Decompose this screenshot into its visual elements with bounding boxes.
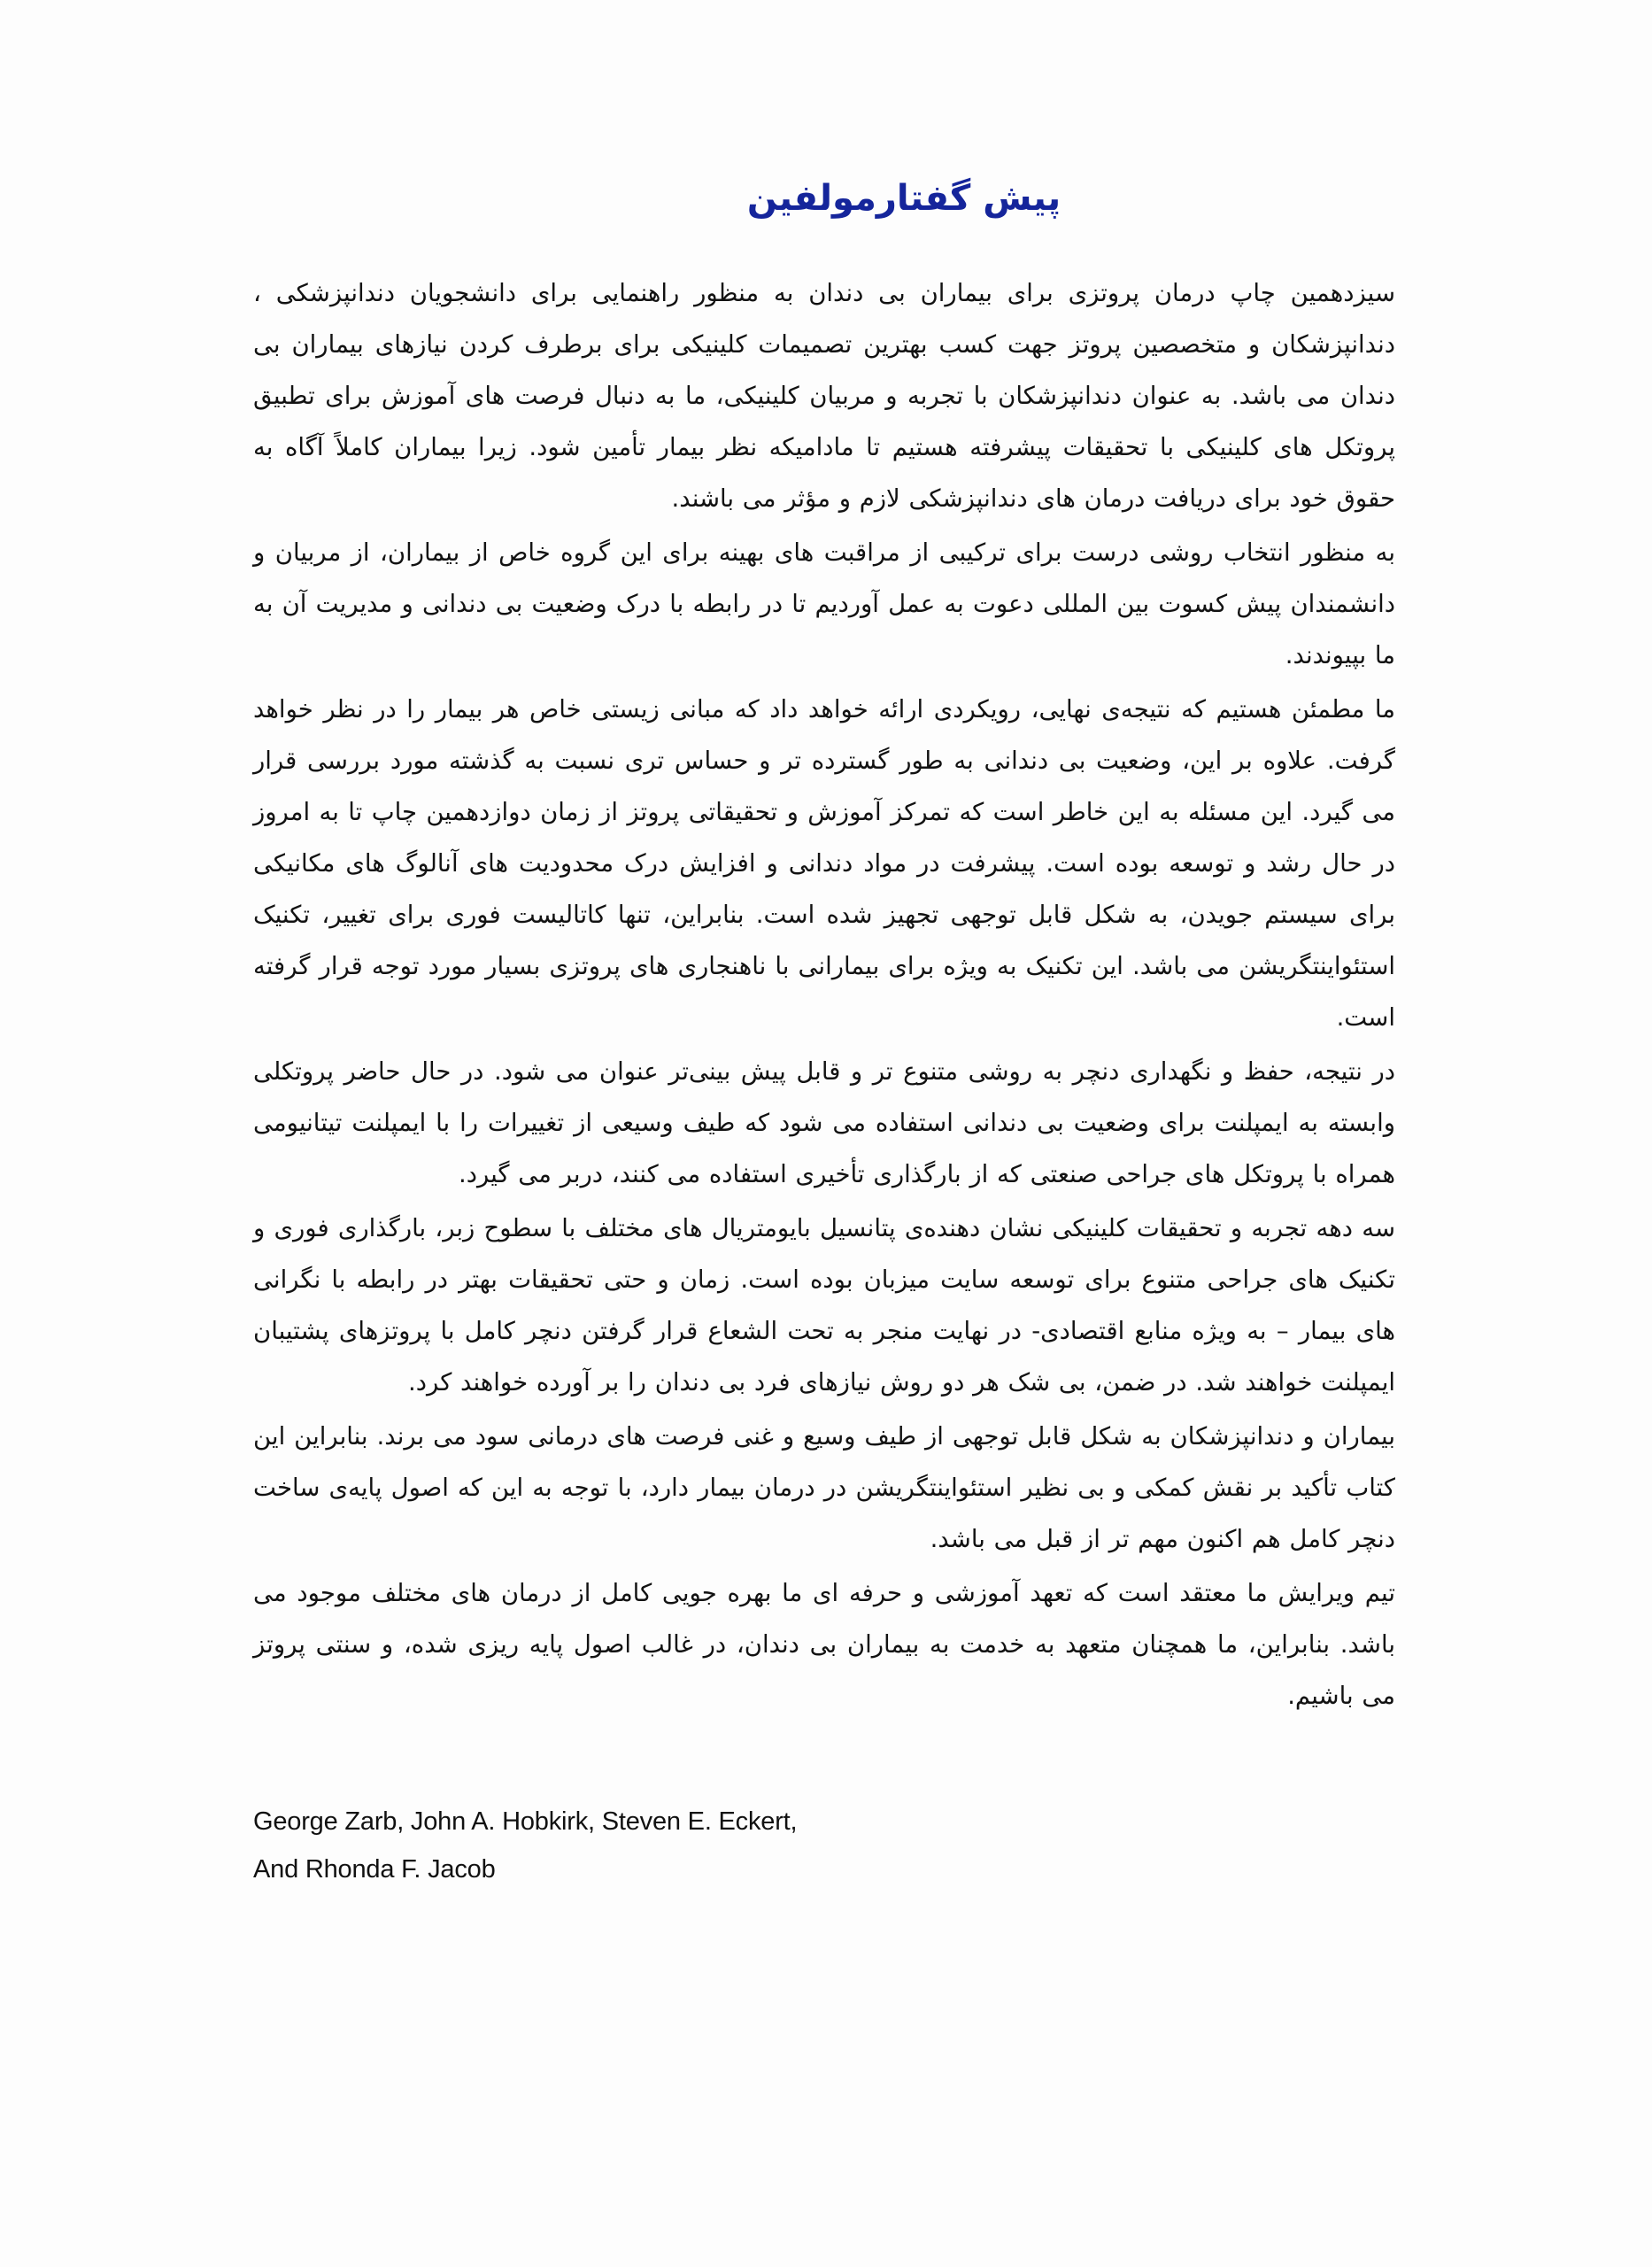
- body-paragraph-7: تیم ویرایش ما معتقد است که تعهد آموزشی و حرفه ای ما بهره جویی کامل از درمان های مختلف موجود می باشد. بنابراین، ما همچنان متعهد به خدمت به بیماران بی دندان، در غالب اصول پایه ریزی شده، و سنتی پروتز می باشیم.: [253, 1579, 1395, 1710]
- body-paragraph-1: سیزدهمین چاپ درمان پروتزی برای بیماران بی دندان به منظور راهنمایی برای دانشجویان دندانپزشکی ، دندانپزشکان و متخصصین پروتز جهت کسب بهترین تصمیمات کلینیکی برای برطرف کردن نیازهای بیماران بی دندان می باشد. به عنوان دندانپزشکان با تجربه و مربیان کلینیکی، ما به دنبال فرصت های آموزش برای تطبیق پروتکل های کلینیکی با تحقیقات پیشرفته هستیم تا مادامیکه نظر بیمار تأمین شود. زیرا بیماران کاملاً آگاه به حقوق خود برای دریافت درمان های دندانپزشکی لازم و مؤثر می باشند.: [253, 279, 1395, 513]
- body-paragraph-2: به منظور انتخاب روشی درست برای ترکیبی از مراقبت های بهینه برای این گروه خاص از بیماران، از مربیان و دانشمندان پیش کسوت بین المللی دعوت به عمل آوردیم تا در رابطه با درک وضعیت بی دندانی و مدیریت آن به ما بپیوندند.: [253, 538, 1395, 669]
- page-title: پیش گفتارمولفین: [746, 178, 1061, 219]
- body-paragraph-5: سه دهه تجربه و تحقیقات کلینیکی نشان دهنده‌ی پتانسیل بایومتریال های مختلف با سطوح زبر، بارگذاری فوری و تکنیک های جراحی متنوع برای توسعه سایت میزبان بوده است. زمان و حتی تحقیقات بهتر در رابطه با نگرانی های بیمار – به ویژه منابع اقتصادی- در نهایت منجر به تحت الشعاع قرار گرفتن دنچر کامل با پروتزهای پشتیبان ایمپلنت خواهند شد. در ضمن، بی شک هر دو روش نیازهای فرد بی دندان را بر آورده خواهند کرد.: [253, 1214, 1395, 1397]
- document-content: [253, 177, 1395, 1893]
- body-paragraph-6: بیماران و دندانپزشکان به شکل قابل توجهی از طیف وسیع و غنی فرصت های درمانی سود می برند. بنابراین این کتاب تأکید بر نقش کمکی و بی نظیر استئواینتگریشن در درمان بیمار دارد، با توجه به این که اصول پایه‌ی ساخت دنچر کامل هم اکنون مهم تر از قبل می باشد.: [253, 1422, 1395, 1553]
- body-paragraph-4: در نتیجه، حفظ و نگهداری دنچر به روشی متنوع تر و قابل پیش بینی‌تر عنوان می شود. در حال حاضر پروتکلی وابسته به ایمپلنت برای وضعیت بی دندانی استفاده می شود که طیف وسیعی از تغییرات را با ایمپلنت تیتانیومی همراه با پروتکل های جراحی صنعتی که از بارگذاری تأخیری استفاده می کنند، دربر می گیرد.: [253, 1057, 1395, 1188]
- signature-line-2: And Rhonda F. Jacob: [253, 1855, 496, 1884]
- signature-line-1: George Zarb, John A. Hobkirk, Steven E. Eckert,: [253, 1807, 798, 1836]
- body-paragraph-3: ما مطمئن هستیم که نتیجه‌ی نهایی، رویکردی ارائه خواهد داد که مبانی زیستی خاص هر بیمار را در نظر خواهد گرفت. علاوه بر این، وضعیت بی دندانی به طور گسترده تر و حساس تری نسبت به گذشته مورد بررسی قرار می گیرد. این مسئله به این خاطر است که تمرکز آموزش و تحقیقاتی پروتز از زمان دوازدهمین چاپ تا به امروز در حال رشد و توسعه بوده است. پیشرفت در مواد دندانی و افزایش درک محدودیت های آنالوگ های مکانیکی برای سیستم جویدن، به شکل قابل توجهی تجهیز شده است. بنابراین، تنها کاتالیست فوری برای تغییر، تکنیک استئواینتگریشن می باشد. این تکنیک به ویژه برای بیمارانی با ناهنجاری های پروتزی بسیار مورد توجه قرار گرفته است.: [253, 695, 1395, 1032]
- author-signature-block: [253, 1798, 1395, 1893]
